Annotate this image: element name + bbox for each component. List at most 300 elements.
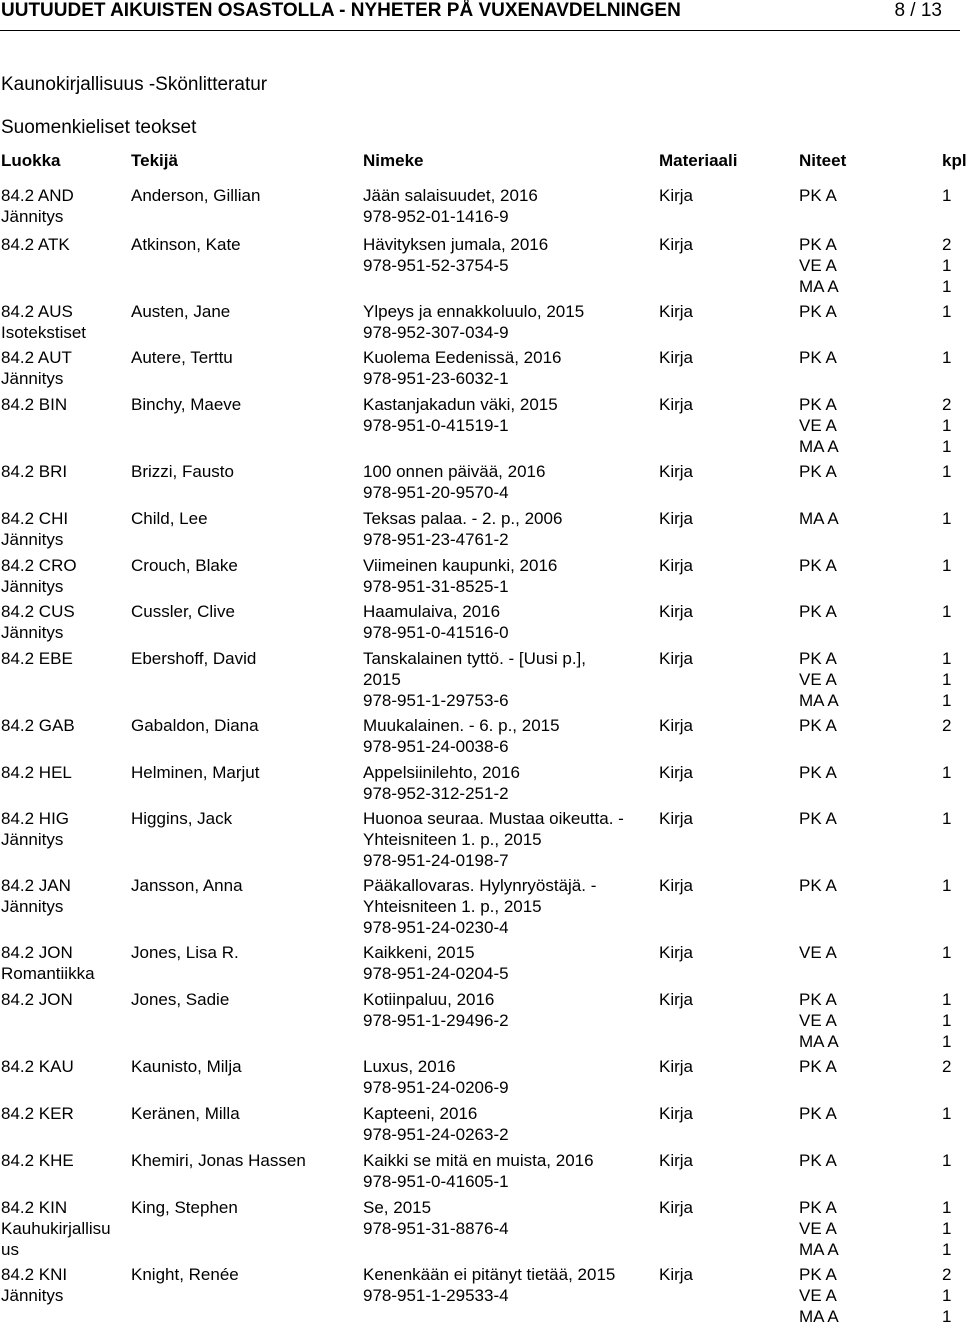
entry-copies-count-line: 1 bbox=[942, 649, 952, 668]
entry-copies-count-line: 2 bbox=[942, 395, 952, 414]
entry-title bbox=[363, 875, 596, 938]
entry-copies-count-line: 1 bbox=[942, 1151, 952, 1170]
entry-copies-count-line: 1 bbox=[942, 1286, 952, 1305]
entry-material bbox=[659, 762, 693, 783]
entry-copies-location bbox=[799, 185, 837, 206]
entry-copies-count-line: 1 bbox=[942, 256, 952, 275]
entry-copies-count-line: 1 bbox=[942, 943, 952, 962]
entry-class bbox=[1, 1264, 67, 1306]
entry-class-line: 84.2 HEL bbox=[1, 763, 72, 782]
entry-title-line: 978-951-0-41519-1 bbox=[363, 416, 509, 435]
entry-material bbox=[659, 185, 693, 206]
entry-copies-location-line: PK A bbox=[799, 1198, 837, 1217]
entry-class-line: Isotekstiset bbox=[1, 323, 87, 342]
entry-class-line: Jännitys bbox=[1, 577, 64, 596]
entry-class-line: Jännitys bbox=[1, 207, 64, 226]
entry-title-line: Kotiinpaluu, 2016 bbox=[363, 990, 495, 1009]
entry-copies-count bbox=[942, 555, 951, 576]
entry-material-line: Kirja bbox=[659, 556, 694, 575]
entry-copies-count-line: 1 bbox=[942, 1104, 952, 1123]
entry-author bbox=[131, 185, 260, 206]
entry-class bbox=[1, 185, 74, 227]
entry-copies-location bbox=[799, 394, 839, 457]
header-divider bbox=[0, 30, 960, 31]
entry-title-line: Tanskalainen tyttö. - [Uusi p.], bbox=[363, 649, 586, 668]
entry-copies-count-line: 1 bbox=[942, 416, 952, 435]
entry-author bbox=[131, 394, 241, 415]
column-header-materiaali: Materiaali bbox=[659, 151, 738, 170]
entry-material bbox=[659, 461, 693, 482]
entry-class-line: 84.2 KER bbox=[1, 1104, 74, 1123]
entry-copies-count-line: 2 bbox=[942, 235, 952, 254]
entry-class-line: 84.2 GAB bbox=[1, 716, 75, 735]
entry-copies-count-line: 1 bbox=[942, 876, 952, 895]
entry-copies-location-line: MA A bbox=[799, 1307, 839, 1326]
entry-class bbox=[1, 555, 77, 597]
entry-class bbox=[1, 461, 67, 482]
entry-copies-location bbox=[799, 808, 837, 829]
entry-author-line: Brizzi, Fausto bbox=[131, 462, 234, 481]
entry-copies-count bbox=[942, 234, 951, 297]
entry-material bbox=[659, 715, 693, 736]
entry-copies-count-line: 2 bbox=[942, 716, 952, 735]
entry-class-line: 84.2 BRI bbox=[1, 462, 68, 481]
entry-title bbox=[363, 1197, 509, 1239]
entry-material bbox=[659, 1103, 693, 1124]
entry-copies-count-line: 1 bbox=[942, 1307, 952, 1326]
entry-copies-location-line: PK A bbox=[799, 395, 837, 414]
entry-material bbox=[659, 347, 693, 368]
column-header-niteet: Niteet bbox=[799, 151, 847, 170]
entry-copies-count bbox=[942, 942, 951, 963]
entry-material bbox=[659, 1264, 693, 1285]
entry-copies-count-line: 1 bbox=[942, 1240, 952, 1259]
entry-material-line: Kirja bbox=[659, 395, 694, 414]
entry-title-line: Ylpeys ja ennakkoluulo, 2015 bbox=[363, 302, 585, 321]
entry-copies-location-line: PK A bbox=[799, 1265, 837, 1284]
entry-copies-location-line: PK A bbox=[799, 348, 837, 367]
entry-author-line: Atkinson, Kate bbox=[131, 235, 241, 254]
entry-material-line: Kirja bbox=[659, 809, 694, 828]
entry-material-line: Kirja bbox=[659, 462, 694, 481]
entry-title-line: Kastanjakadun väki, 2015 bbox=[363, 395, 558, 414]
entry-title bbox=[363, 461, 545, 503]
entry-copies-count bbox=[942, 808, 951, 829]
entry-title-line: Luxus, 2016 bbox=[363, 1057, 456, 1076]
entry-author-line: Binchy, Maeve bbox=[131, 395, 242, 414]
column-header-tekija: Tekijä bbox=[131, 151, 178, 170]
entry-copies-count-line: 1 bbox=[942, 691, 952, 710]
entry-copies-count-line: 1 bbox=[942, 437, 952, 456]
entry-copies-count-line: 2 bbox=[942, 1057, 952, 1076]
entry-class-line: 84.2 CHI bbox=[1, 509, 69, 528]
entry-class bbox=[1, 1103, 74, 1124]
entry-title bbox=[363, 942, 509, 984]
entry-author bbox=[131, 1056, 242, 1077]
entry-class-line: Jännitys bbox=[1, 623, 64, 642]
entry-copies-location-line: PK A bbox=[799, 1104, 837, 1123]
entry-copies-location-line: VE A bbox=[799, 943, 837, 962]
entry-author-line: Cussler, Clive bbox=[131, 602, 235, 621]
entry-copies-location-line: VE A bbox=[799, 416, 837, 435]
entry-title-line: 978-951-23-6032-1 bbox=[363, 369, 509, 388]
entry-copies-location bbox=[799, 347, 837, 368]
entry-material-line: Kirja bbox=[659, 763, 694, 782]
entry-material-line: Kirja bbox=[659, 509, 694, 528]
entry-copies-count-line: 1 bbox=[942, 302, 952, 321]
entry-class-line: 84.2 HIG bbox=[1, 809, 70, 828]
entry-copies-location bbox=[799, 1103, 837, 1124]
entry-title-line: Yhteisniteen 1. p., 2015 bbox=[363, 830, 542, 849]
entry-author bbox=[131, 301, 230, 322]
entry-title-line: 978-951-24-0204-5 bbox=[363, 964, 509, 983]
entry-author bbox=[131, 1264, 239, 1285]
entry-class bbox=[1, 394, 67, 415]
entry-author-line: Ebershoff, David bbox=[131, 649, 257, 668]
entry-copies-count-line: 1 bbox=[942, 1032, 952, 1051]
entry-copies-location-line: PK A bbox=[799, 235, 837, 254]
entry-title-line: 100 onnen päivää, 2016 bbox=[363, 462, 546, 481]
entry-copies-count bbox=[942, 1264, 951, 1327]
entry-copies-location-line: PK A bbox=[799, 186, 837, 205]
entry-author bbox=[131, 601, 235, 622]
entry-class-line: 84.2 CUS bbox=[1, 602, 75, 621]
entry-title-line: 2015 bbox=[363, 670, 401, 689]
entry-author-line: Keränen, Milla bbox=[131, 1104, 240, 1123]
entry-material-line: Kirja bbox=[659, 602, 694, 621]
entry-copies-count-line: 2 bbox=[942, 1265, 952, 1284]
entry-title-line: Kenenkään ei pitänyt tietää, 2015 bbox=[363, 1265, 616, 1284]
entry-title bbox=[363, 1103, 509, 1145]
entry-title-line: 978-951-20-9570-4 bbox=[363, 483, 509, 502]
entry-title-line: 978-951-1-29496-2 bbox=[363, 1011, 509, 1030]
entry-class bbox=[1, 648, 73, 669]
entry-copies-location bbox=[799, 942, 837, 963]
entry-copies-location-line: VE A bbox=[799, 670, 837, 689]
entry-title-line: 978-951-52-3754-5 bbox=[363, 256, 509, 275]
entry-material bbox=[659, 394, 693, 415]
entry-title bbox=[363, 508, 562, 550]
entry-title-line: Hävityksen jumala, 2016 bbox=[363, 235, 549, 254]
entry-class-line: Jännitys bbox=[1, 369, 64, 388]
entry-class-line: 84.2 JON bbox=[1, 990, 73, 1009]
entry-copies-location-line: PK A bbox=[799, 716, 837, 735]
entry-author-line: King, Stephen bbox=[131, 1198, 238, 1217]
entry-material-line: Kirja bbox=[659, 716, 694, 735]
entry-copies-count-line: 1 bbox=[942, 1219, 952, 1238]
entry-copies-count-line: 1 bbox=[942, 763, 952, 782]
entry-author-line: Kaunisto, Milja bbox=[131, 1057, 242, 1076]
entry-class bbox=[1, 1197, 111, 1260]
entry-title bbox=[363, 601, 509, 643]
section-title: Kaunokirjallisuus -Skönlitteratur bbox=[1, 74, 268, 95]
entry-title-line: Kuolema Eedenissä, 2016 bbox=[363, 348, 562, 367]
entry-material bbox=[659, 1150, 693, 1171]
entry-copies-count bbox=[942, 601, 951, 622]
entry-title-line: 978-952-307-034-9 bbox=[363, 323, 509, 342]
entry-copies-count bbox=[942, 508, 951, 529]
entry-class-line: 84.2 KIN bbox=[1, 1198, 68, 1217]
entry-title-line: 978-952-312-251-2 bbox=[363, 784, 509, 803]
entry-copies-location bbox=[799, 461, 837, 482]
entry-copies-location-line: PK A bbox=[799, 462, 837, 481]
entry-copies-location bbox=[799, 508, 839, 529]
entry-copies-count-line: 1 bbox=[942, 602, 952, 621]
entry-author bbox=[131, 648, 256, 669]
entry-material-line: Kirja bbox=[659, 235, 694, 254]
entry-copies-location-line: PK A bbox=[799, 1057, 837, 1076]
entry-copies-location-line: MA A bbox=[799, 277, 839, 296]
entry-copies-location bbox=[799, 715, 837, 736]
entry-material bbox=[659, 601, 693, 622]
subsection-title: Suomenkieliset teokset bbox=[1, 117, 197, 138]
entry-author-line: Austen, Jane bbox=[131, 302, 231, 321]
entry-author bbox=[131, 508, 208, 529]
entry-class bbox=[1, 601, 75, 643]
entry-class-line: 84.2 KHE bbox=[1, 1151, 74, 1170]
entry-material bbox=[659, 648, 693, 669]
entry-title bbox=[363, 234, 548, 276]
entry-title-line: 978-951-24-0230-4 bbox=[363, 918, 509, 937]
entry-copies-location-line: PK A bbox=[799, 763, 837, 782]
entry-title-line: Viimeinen kaupunki, 2016 bbox=[363, 556, 558, 575]
entry-title bbox=[363, 989, 509, 1031]
entry-copies-count-line: 1 bbox=[942, 462, 952, 481]
entry-author bbox=[131, 1103, 240, 1124]
entry-title-line: 978-951-0-41516-0 bbox=[363, 623, 509, 642]
entry-title-line: Pääkallovaras. Hylynryöstäjä. - bbox=[363, 876, 597, 895]
entry-copies-location bbox=[799, 234, 839, 297]
entry-copies-location-line: VE A bbox=[799, 1011, 837, 1030]
entry-copies-count-line: 1 bbox=[942, 670, 952, 689]
entry-material-line: Kirja bbox=[659, 1265, 694, 1284]
entry-copies-location-line: PK A bbox=[799, 602, 837, 621]
entry-material-line: Kirja bbox=[659, 186, 694, 205]
entry-class bbox=[1, 508, 68, 550]
entry-class bbox=[1, 301, 86, 343]
entry-title bbox=[363, 394, 558, 436]
entry-title-line: Appelsiinilehto, 2016 bbox=[363, 763, 520, 782]
entry-author-line: Child, Lee bbox=[131, 509, 208, 528]
entry-copies-location-line: MA A bbox=[799, 1032, 839, 1051]
entry-author bbox=[131, 715, 259, 736]
entry-class-line: 84.2 AND bbox=[1, 186, 74, 205]
entry-copies-location-line: MA A bbox=[799, 691, 839, 710]
entry-copies-count-line: 1 bbox=[942, 556, 952, 575]
entry-title-line: 978-951-31-8876-4 bbox=[363, 1219, 509, 1238]
entry-copies-count bbox=[942, 1056, 951, 1077]
entry-copies-count bbox=[942, 461, 951, 482]
entry-title bbox=[363, 301, 584, 343]
entry-title bbox=[363, 648, 586, 711]
entry-title bbox=[363, 185, 538, 227]
entry-author-line: Jones, Sadie bbox=[131, 990, 230, 1009]
entry-author-line: Jones, Lisa R. bbox=[131, 943, 239, 962]
entry-class bbox=[1, 234, 70, 255]
entry-class bbox=[1, 347, 72, 389]
entry-copies-count bbox=[942, 301, 951, 322]
entry-title-line: 978-951-0-41605-1 bbox=[363, 1172, 509, 1191]
column-header-luokka: Luokka bbox=[1, 151, 61, 170]
entry-title-line: Huonoa seuraa. Mustaa oikeutta. - bbox=[363, 809, 624, 828]
entry-copies-location bbox=[799, 989, 839, 1052]
entry-title-line: 978-951-24-0263-2 bbox=[363, 1125, 509, 1144]
entry-copies-count-line: 1 bbox=[942, 348, 952, 367]
entry-author-line: Higgins, Jack bbox=[131, 809, 233, 828]
entry-copies-count bbox=[942, 1150, 951, 1171]
entry-title-line: Teksas palaa. - 2. p., 2006 bbox=[363, 509, 563, 528]
entry-title bbox=[363, 808, 624, 871]
entry-author-line: Gabaldon, Diana bbox=[131, 716, 259, 735]
entry-title-line: 978-952-01-1416-9 bbox=[363, 207, 509, 226]
entry-class-line: 84.2 ATK bbox=[1, 235, 70, 254]
entry-material bbox=[659, 234, 693, 255]
entry-copies-location-line: PK A bbox=[799, 556, 837, 575]
entry-class-line: Romantiikka bbox=[1, 964, 95, 983]
entry-copies-location bbox=[799, 1056, 837, 1077]
entry-material bbox=[659, 508, 693, 529]
entry-material-line: Kirja bbox=[659, 348, 694, 367]
entry-author bbox=[131, 1197, 238, 1218]
entry-copies-count-line: 1 bbox=[942, 277, 952, 296]
entry-copies-count bbox=[942, 648, 951, 711]
page-number: 8 / 13 bbox=[894, 0, 942, 21]
entry-copies-location bbox=[799, 1150, 837, 1171]
entry-class bbox=[1, 942, 95, 984]
column-header-nimeke: Nimeke bbox=[363, 151, 424, 170]
entry-copies-count-line: 1 bbox=[942, 186, 952, 205]
entry-material-line: Kirja bbox=[659, 1198, 694, 1217]
entry-class-line: us bbox=[1, 1240, 19, 1259]
entry-material bbox=[659, 1197, 693, 1218]
entry-title-line: Jään salaisuudet, 2016 bbox=[363, 186, 538, 205]
entry-copies-location-line: PK A bbox=[799, 649, 837, 668]
entry-class bbox=[1, 1056, 74, 1077]
entry-class-line: 84.2 AUT bbox=[1, 348, 72, 367]
entry-material bbox=[659, 942, 693, 963]
entry-author bbox=[131, 762, 260, 783]
entry-title-line: Muukalainen. - 6. p., 2015 bbox=[363, 716, 560, 735]
entry-copies-location-line: PK A bbox=[799, 809, 837, 828]
entry-title bbox=[363, 1264, 615, 1306]
entry-class-line: Jännitys bbox=[1, 1286, 64, 1305]
entry-copies-count bbox=[942, 1197, 951, 1260]
entry-copies-location-line: VE A bbox=[799, 1286, 837, 1305]
entry-class bbox=[1, 808, 69, 850]
entry-author-line: Anderson, Gillian bbox=[131, 186, 261, 205]
entry-material bbox=[659, 808, 693, 829]
entry-title-line: Kaikkeni, 2015 bbox=[363, 943, 475, 962]
entry-copies-location bbox=[799, 601, 837, 622]
entry-copies-location-line: PK A bbox=[799, 1151, 837, 1170]
entry-copies-location bbox=[799, 555, 837, 576]
entry-class bbox=[1, 1150, 74, 1171]
entry-title bbox=[363, 762, 520, 804]
entry-copies-count bbox=[942, 762, 951, 783]
entry-title-line: Kapteeni, 2016 bbox=[363, 1104, 478, 1123]
entry-copies-location bbox=[799, 648, 839, 711]
entry-copies-location-line: VE A bbox=[799, 256, 837, 275]
entry-class bbox=[1, 715, 75, 736]
entry-material-line: Kirja bbox=[659, 943, 694, 962]
entry-author bbox=[131, 942, 239, 963]
entry-author bbox=[131, 234, 241, 255]
entry-class-line: Jännitys bbox=[1, 830, 64, 849]
entry-class-line: 84.2 KNI bbox=[1, 1265, 68, 1284]
entry-material-line: Kirja bbox=[659, 876, 694, 895]
entry-material-line: Kirja bbox=[659, 1057, 694, 1076]
entry-class-line: 84.2 EBE bbox=[1, 649, 73, 668]
entry-title-line: 978-951-24-0038-6 bbox=[363, 737, 509, 756]
entry-class-line: Kauhukirjallisu bbox=[1, 1219, 111, 1238]
entry-copies-location-line: PK A bbox=[799, 876, 837, 895]
entry-class bbox=[1, 875, 71, 917]
entry-copies-location-line: PK A bbox=[799, 302, 837, 321]
entry-copies-count bbox=[942, 1103, 951, 1124]
entry-class-line: 84.2 KAU bbox=[1, 1057, 74, 1076]
entry-title-line: Yhteisniteen 1. p., 2015 bbox=[363, 897, 542, 916]
entry-title bbox=[363, 715, 560, 757]
entry-author bbox=[131, 347, 233, 368]
entry-author-line: Jansson, Anna bbox=[131, 876, 243, 895]
entry-author-line: Helminen, Marjut bbox=[131, 763, 260, 782]
entry-author bbox=[131, 808, 232, 829]
entry-material bbox=[659, 989, 693, 1010]
entry-title-line: Haamulaiva, 2016 bbox=[363, 602, 501, 621]
entry-material bbox=[659, 1056, 693, 1077]
entry-material bbox=[659, 875, 693, 896]
entry-author bbox=[131, 989, 229, 1010]
entry-material bbox=[659, 301, 693, 322]
entry-copies-count-line: 1 bbox=[942, 1198, 952, 1217]
entry-title-line: Kaikki se mitä en muista, 2016 bbox=[363, 1151, 594, 1170]
entry-copies-location-line: MA A bbox=[799, 437, 839, 456]
entry-copies-location-line: VE A bbox=[799, 1219, 837, 1238]
entry-class-line: 84.2 JAN bbox=[1, 876, 71, 895]
entry-copies-location bbox=[799, 1264, 839, 1327]
entry-class bbox=[1, 762, 72, 783]
entry-copies-count-line: 1 bbox=[942, 809, 952, 828]
entry-class-line: Jännitys bbox=[1, 530, 64, 549]
entry-class-line: 84.2 JON bbox=[1, 943, 73, 962]
entry-copies-count-line: 1 bbox=[942, 509, 952, 528]
entry-title-line: 978-951-24-0198-7 bbox=[363, 851, 509, 870]
entry-copies-location-line: MA A bbox=[799, 1240, 839, 1259]
entry-author-line: Crouch, Blake bbox=[131, 556, 238, 575]
entry-author bbox=[131, 461, 234, 482]
entry-class-line: 84.2 AUS bbox=[1, 302, 73, 321]
page-title: UUTUUDET AIKUISTEN OSASTOLLA - NYHETER PÅ VUXENAVDELNINGEN bbox=[1, 0, 681, 21]
entry-author-line: Khemiri, Jonas Hassen bbox=[131, 1151, 306, 1170]
entry-title bbox=[363, 1056, 509, 1098]
entry-title-line: Se, 2015 bbox=[363, 1198, 432, 1217]
entry-copies-location-line: PK A bbox=[799, 990, 837, 1009]
entry-copies-location-line: MA A bbox=[799, 509, 839, 528]
entry-author-line: Knight, Renée bbox=[131, 1265, 239, 1284]
entry-copies-location bbox=[799, 301, 837, 322]
entry-material bbox=[659, 555, 693, 576]
entry-copies-location bbox=[799, 762, 837, 783]
entry-title bbox=[363, 347, 561, 389]
entry-copies-count-line: 1 bbox=[942, 990, 952, 1009]
entry-title-line: 978-951-23-4761-2 bbox=[363, 530, 509, 549]
entry-author bbox=[131, 555, 238, 576]
entry-title bbox=[363, 1150, 594, 1192]
entry-copies-location bbox=[799, 1197, 839, 1260]
entry-class-line: 84.2 BIN bbox=[1, 395, 68, 414]
entry-material-line: Kirja bbox=[659, 1151, 694, 1170]
entry-title-line: 978-951-1-29533-4 bbox=[363, 1286, 509, 1305]
